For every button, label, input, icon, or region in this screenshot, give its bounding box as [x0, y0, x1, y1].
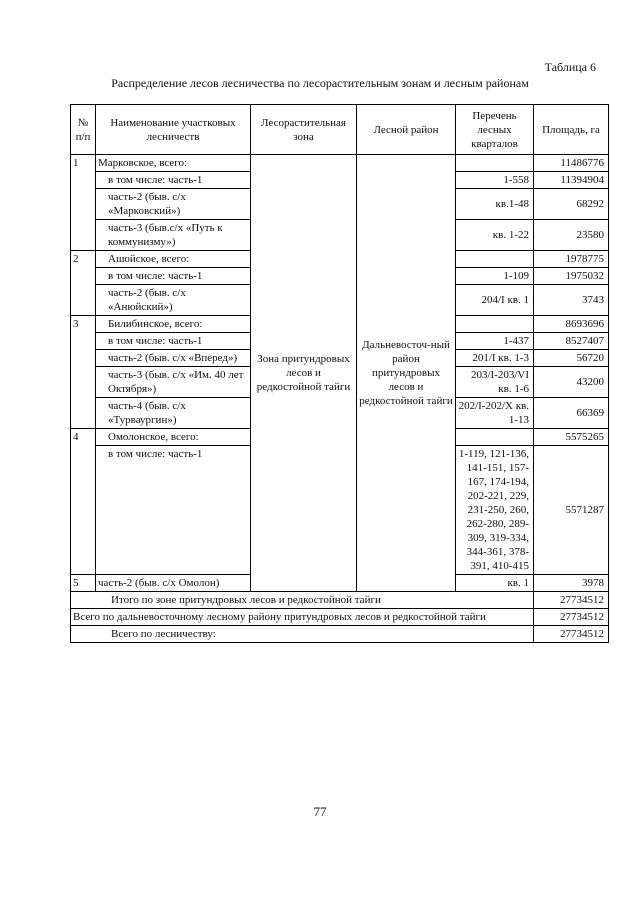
- header-district: Лесной район: [357, 105, 456, 155]
- row-area: 23580: [534, 220, 609, 251]
- row-quarters: 202/I-202/X кв. 1-13: [456, 398, 534, 429]
- row-name: часть-2 (быв. с/х «Вперед»): [96, 350, 251, 367]
- row-num: 3: [71, 316, 96, 429]
- row-name: Омолонское, всего:: [96, 429, 251, 446]
- total-district-area: 27734512: [534, 609, 609, 626]
- row-area: 1975032: [534, 268, 609, 285]
- total-zone-label: Итого по зоне притундровых лесов и редкостойной тайги: [71, 592, 534, 609]
- row-name: часть-2 (быв. с/х «Марковский»): [96, 189, 251, 220]
- row-name: часть-2 (быв. с/х Омолон): [96, 575, 251, 592]
- row-quarters: [456, 251, 534, 268]
- row-quarters: 201/I кв. 1-3: [456, 350, 534, 367]
- zone-cell: Зона притундровых лесов и редкостойной тайги: [251, 155, 357, 592]
- row-quarters: кв. 1-22: [456, 220, 534, 251]
- total-district-label: Всего по дальневосточному лесному району притундровых лесов и редкостойной тайги: [71, 609, 534, 626]
- table-row-total-zone: [71, 592, 609, 609]
- row-quarters: 203/I-203/VI кв. 1-6: [456, 367, 534, 398]
- row-quarters: 1-109: [456, 268, 534, 285]
- row-area: 5571287: [534, 446, 609, 575]
- row-num: 4: [71, 429, 96, 575]
- row-quarters: кв. 1: [456, 575, 534, 592]
- row-area: 66369: [534, 398, 609, 429]
- header-area: Площадь, га: [534, 105, 609, 155]
- row-name: Билибинское, всего:: [96, 316, 251, 333]
- row-quarters: [456, 316, 534, 333]
- row-area: 11394904: [534, 172, 609, 189]
- row-area: 3978: [534, 575, 609, 592]
- row-name: Марковское, всего:: [96, 155, 251, 172]
- row-num: 1: [71, 155, 96, 251]
- table-title: Распределение лесов лесничества по лесорастительным зонам и лесным районам: [111, 76, 529, 90]
- total-all-label: Всего по лесничеству:: [71, 626, 534, 643]
- row-area: 3743: [534, 285, 609, 316]
- row-quarters: [456, 429, 534, 446]
- forest-distribution-table: [70, 104, 609, 643]
- table-row: [71, 155, 609, 172]
- total-all-area: 27734512: [534, 626, 609, 643]
- row-num: 2: [71, 251, 96, 316]
- row-area: 1978775: [534, 251, 609, 268]
- row-quarters: 1-558: [456, 172, 534, 189]
- row-area: 5575265: [534, 429, 609, 446]
- row-name: Ашойское, всего:: [96, 251, 251, 268]
- row-quarters: [456, 155, 534, 172]
- table-number: Таблица 6: [544, 60, 596, 74]
- header-quarters: Перечень лесных кварталов: [456, 105, 534, 155]
- row-area: 8527407: [534, 333, 609, 350]
- row-quarters: 1-119, 121-136, 141-151, 157-167, 174-194, 202-221, 229, 231-250, 260, 262-280, 289-309, 319-334, 344-361, 378-391, 410-415: [456, 446, 534, 575]
- row-num: 5: [71, 575, 96, 592]
- row-quarters: 204/I кв. 1: [456, 285, 534, 316]
- page-number: 77: [313, 804, 327, 819]
- row-quarters: кв.1-48: [456, 189, 534, 220]
- total-zone-area: 27734512: [534, 592, 609, 609]
- row-area: 43200: [534, 367, 609, 398]
- header-name: Наименование участковых лесничеств: [96, 105, 251, 155]
- row-name: в том числе: часть-1: [96, 172, 251, 189]
- row-area: 68292: [534, 189, 609, 220]
- row-name: часть-2 (быв. с/х «Анюйский»): [96, 285, 251, 316]
- row-name: часть-3 (быв.с/х «Путь к коммунизму»): [96, 220, 251, 251]
- row-area: 56720: [534, 350, 609, 367]
- header-num: № п/п: [71, 105, 96, 155]
- row-name: часть-4 (быв. с/х «Турваургин»): [96, 398, 251, 429]
- row-name: в том числе: часть-1: [96, 446, 251, 575]
- table-row-total-district: [71, 609, 609, 626]
- row-name: часть-3 (быв. с/х «Им. 40 лет Октября»): [96, 367, 251, 398]
- district-cell: Дальневосточ-ный район притундровых лесов и редкостойной тайги: [357, 155, 456, 592]
- row-name: в том числе: часть-1: [96, 333, 251, 350]
- row-quarters: 1-437: [456, 333, 534, 350]
- table-row-total-all: [71, 626, 609, 643]
- header-zone: Лесорастительная зона: [251, 105, 357, 155]
- row-name: в том числе: часть-1: [96, 268, 251, 285]
- row-area: 11486776: [534, 155, 609, 172]
- row-area: 8693696: [534, 316, 609, 333]
